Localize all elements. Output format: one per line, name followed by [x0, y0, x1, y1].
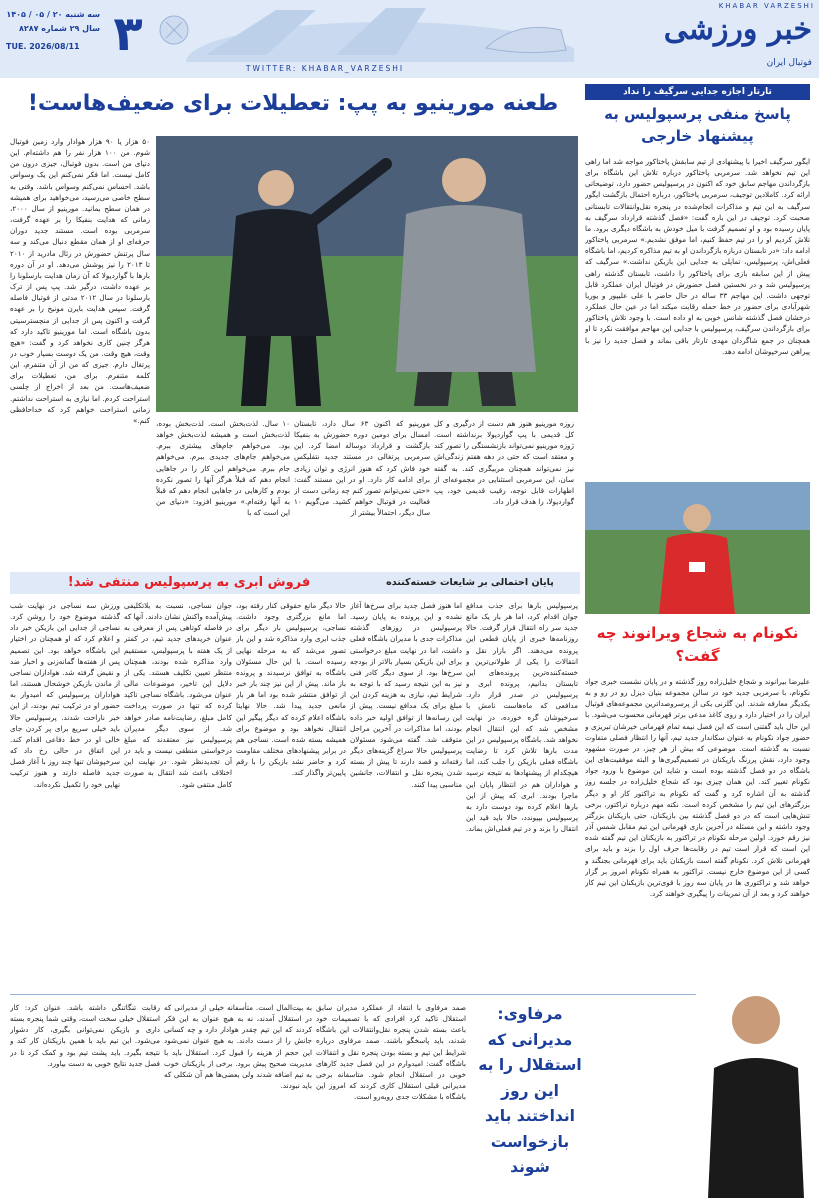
- right2-body: علیرضا بیرانوند و شجاع خلیل‌زاده روز گذشته و در پایان نشست خبری جواد نکونام، با سرمربی جدید خود در سالن مجموعه بنیان دیزل رو در رو و به یکدیگر معارفه شدند. این گلزنی یکی از پرسروصداترین مجموعه‌های فوتبال ایران را در اختیار دارد و روی کاغذ مدعی برتر قهرمانی محسوب می‌شود. با این حال باید گفتنی است که این فصل نیمه تمام قهرمانی خیرشان تبریزی و حضور جواد نکونام به عنوان سکاندار جدید تیم، آنها را انتظار فصلی متفاوت نسبت به گذشته است. موضوعی که بیش از هر چیز، در صورت مشهود وجود دارد، نقش پررنگ بازیکنان در تصمیم‌گیری‌ها و البته موفقیت‌های این باشگاه در دو فصل گذشته بوده است و شاید این موضوع با ورود جواد نکونام تغییر کند. این همان چیزی بود که شجاع خلیل‌زاده در جلسه روز گذشته به آن اشاره کرد و گفت که نکونام به تراکتور کار او و دیگر بزرگترهای این تیم را مشخص کرده است. نکته مهم درباره تراکتور، برخی تنش‌هایی است که در دو فصل گذشته بین بازیکنان، حتی بازیکنان بزرگتر وجود داشته و این مسئله در آخرین بازی قهرمانی این تیم مقابل شمس آذر نیز رقم خورد. اولین مرحله نکونام در تراکتور به بازیکنان این تیم گفته شده این است که قرار است تیم در رقابت‌ها حرف اول را بزند و باید برای قهرمانی تلاش کرد. نکونام گفته است بازیکنان باید برای قهرمانی بجنگند و کسی از این موضوع خارج نیست. تراکتور به همراه نکونام امروز بر گزار خواهد شد و تراکتوری ها در پایان سه روز با قوی‌ترین بازیکنان این تیم کار خواهند کرد و بعد از آن تمرینات را پیگیری خواهند کرد.: [585, 677, 810, 898]
- twitter-handle: TWITTER: KHABAR_VARZESHI: [245, 64, 405, 73]
- date-line-2: سال ۲۹ شماره ۸۲۸۷: [18, 24, 100, 33]
- brand-latin: KHABAR VARZESHI: [718, 2, 815, 10]
- main-col-3: مورینیو که اکنون ۶۳ سال دارد، تابستان امسال برای دومین دوره حضورش به بنفیکا بازگشت و قرارداد دوساله امضا کرد. این سرمربی پرتغالی در مستند جدید نتفلیکس خود فاش کرد که هنوز انرژی و توان زیادی برای ادامه کار دارد. او در این مستند گفت: «حتی نمی‌توانم تصور کنم چه زمانی دست از فعالیت در فوتبال خواهم کشید. می‌گویم ۱۰ سال دیگر، احتمالاً بیشتر از: [294, 419, 430, 518]
- bottom-divider: [10, 994, 696, 995]
- section-subtitle: فوتبال ایران: [766, 58, 812, 68]
- bottom-col-3: رقابت تنگاتنگی داشته باشد. عنوان کرد: کار استقلال خیلی سخت است، وقتی شما پنجره بسته داری و بازیکن نمی‌توانی بگیری، کار دشوار می‌شود. این تیم باید با همین بازیکنان کار کند و نتیجه بگیرد. باید پشت تیم بود و کمک کرد تا در فصل جدید نتایج خوبی به دست بیاورد.: [10, 1003, 160, 1068]
- band-right-text: پایان احتمالی بر شایعات خسته‌کننده: [386, 577, 554, 588]
- band-headline: فروش ابری به پرسپولیس منتفی شد!: [67, 575, 311, 590]
- masthead: [0, 0, 819, 78]
- stadium-graphic: [156, 0, 574, 62]
- mid-col-1: پرسپولیس بارها برای جذب مدافع جوان اقدام کرد، اما هر بار یک مانع جدید سر راه انتقال قرار گرفت. حالا روزنامه‌ها خبری از پایان قطعی این پرونده می‌دهند. اگر بازار نقل و انتقالات را یکی از طولانی‌ترین و خسته‌کننده‌ترین پرونده‌های این تابستان بدانیم، پرونده ابری و پرسپولیس در صدر قرار دارد. مدافعی که ماه‌هاست نامش با سرخپوشان گره خورده، در نهایت مشخص شد که این انتقال انجام نخواهد شد. باشگاه پرسپولیس در این مدت بارها تلاش کرد تا رضایت باشگاه فعلی بازیکن را جلب کند، اما هیچکدام از پیشنهادها به نتیجه نرسید و هواداران هم در انتظار پایان این ماجرا بودند. ابری که پیش از این بارها اعلام کرده بود دوست دارد به پرسپولیس بپیوندد، حالا باید قید این انتقال را بزند و در تیم فعلی‌اش بماند.: [466, 601, 578, 834]
- right2-headline: نکونام به شجاع ویرانوند چه گفت؟: [596, 624, 799, 665]
- mid-col-4: جوان نساجی، نسبت به بلاتکلیفی پیش‌آمده واکنش نشان دادند. آنها که در فاصله کوتاهی پس از معرفی به عنوان خریدهای جدید تیم، در کمتر از یک هفته با پرسپولیس، مستقیم وارد مذاکره شده بودند، همچنان منتظر تعیین تکلیف هستند. یکی از دلایل این تاخیر، موضوعات مالی عنوان می‌شود. باشگاه نساجی تاکید کرده که تنها در صورت پرداخت کامل مبلغ، رضایت‌نامه صادر خواهد شد. از سوی دیگر مدیران پرسپولیس نیز معتقدند که مبلغ درخواستی منطقی نیست و باید در آن تجدیدنظر شود. در نهایت این اختلاف باعث شد انتقال به صورت کامل منتفی شود.: [124, 601, 232, 789]
- mid-col-3: حالا دیگر مانع حقوقی کنار رفته بود، اما مانع بزرگتری وجود داشت. نساجی، پرسپولیس بار دیگر برای جذب ابری وارد مذاکره شد و این بار تصور می‌شد که به مرحله نهایی رسیده است. با این حال مسئولان باشگاه به توافق نرسیدند و پرونده باز ماند. پیش از این نیز چند بار خبر از توافق منتشر شده بود اما هر بار مانعی جدید پیدا شد. حالا نهایتا باشگاه اعلام کرده که دیگر پیگیر این انتقال نخواهد بود و موضوع برای همیشه بسته شده است. نساجی هم در برابر پیشنهادهای مختلف مقاومت کرد و حاضر نشد بازیکن را با رقم پایین‌تر واگذار کند.: [236, 601, 346, 778]
- brand-logo: خبر ورزشی: [663, 12, 812, 47]
- mid-col-2: اما هنوز فصل جدید برای سرخ‌ها آغاز نشده و این پرونده به پایان رسید. پرسپولیس در روزهای گذشته مذاکرات جدی با مدیران باشگاه فعلی داشت، اما در نهایت مبلغ درخواستی برای این بازیکن بسیار بالاتر از بودجه سرخ‌ها بود. از سوی دیگر کادر فنی نیز به این نتیجه رسید که با توجه به شرایط تیم، نیازی به هزینه کردن این مبلغ برای یک مدافع نیست. پیش از این رسانه‌ها از توافق اولیه خبر داده بودند، اما مذاکرات در آخرین مراحل متوقف شد. گفته می‌شود مسئولان پرسپولیس حالا سراغ گزینه‌های دیگر رفته‌اند و قصد دارند تا پیش از بسته شدن پنجره نقل و انتقالات، جانشین مناسبی پیدا کنند.: [350, 601, 462, 789]
- right1-body: ایگور سرگیف اخیرا با پیشنهادی از تیم سابقش پاختاکور مواجه شد اما راهی این تیم نخواهد شد. سرمربی پاختاکور درباره تلاش این باشگاه برای بازگرداندن مهاجم سابق خود که اکنون در پرسپولیس حضور دارد، توضیحاتی ارائه کرد. کاملادین توجیف، سرمربی پاختاکور، درباره احتمال بازگشت ایگور سرگیف به این تیم و مذاکرات انجام‌شده در پنجره نقل‌وانتقالات تابستانی صحبت کرد. توجیف در این باره گفت: «فصل گذشته قرارداد سرگیف به پایان رسیده بود و او تصمیم گرفت با میل خودش به باشگاه دیگری برود. ما تلاش کردیم او را در تیم حفظ کنیم، اما موفق نشدیم.» سرمربی پاختاکور ادامه داد: «در تابستان درباره بازگرداندن او به تیم مذاکره کردیم، اما باشگاه فعلی‌اش، پرسپولیس، تمایلی به جدایی این بازیکن نداشت.» سرگیف که پیش از این سابقه بازی برای پاختاکور را داشت، تابستان گذشته راهی پرسپولیس شد و در نخستین فصل حضورش در فوتبال ایران عملکرد قابل توجهی داشت. این مهاجم ۳۳ ساله در حال حاضر با علی علیپور و یوریا شهرآبادی برای حضور در خط حمله رقابت میکند اما در عین حال عملکرد درخشان فصل گذشته شانس خوبی به او داده است. با وجود تلاش پاختاکور برای بازگرداندن سرگیف، پرسپولیس با جدایی این مهاجم موافقت نکرد تا او همچنان در جمع شاگردان مهدی تارتار باقی بماند و فصل جدید را نیز با پیراهن سرخپوشان ادامه دهد.: [585, 157, 810, 356]
- main-col-1: ۵۰ هزار یا ۹۰ هزار هوادار وارد زمین فوتبال شوم. من ۱۰۰ هزار نفر را هم داشته‌ام. این دنیای من است. بدون فوتبال، جیزی درون من کامل نیست. اما فکر نمی‌کنم این یک وسواس باشد. احساس نمی‌کنم وسواس باشد. وقتی به سطح خاصی می‌رسید، می‌خواهید برای همیشه در همان سطح بمانید. مورینیو از سال ۲۰۰۰، زمانی که هدایت بنفیکا را بر عهده گرفت، سرمربی بوده است. مستند جدید دوران حرفه‌ای او از همان مقطع دنبال می‌کند و سه سال پرتنش حضورش در رئال مادرید از ۲۰۱۰ تا ۲۰۱۳ را نیز پوشش می‌دهد. او در آن دوره بارها با گواردیولا که آن زمان هدایت بارسلونا را بر عهده داشت، درگیر شد. پپ پس از ترک بارسلونا در سال ۲۰۱۲ مدتی از فوتبال فاصله گرفت. سپس هدایت بایرن مونیخ را بر عهده گرفت و اکنون پس از جدایی از منچسترسیتی بدون باشگاه است. اما مورینیو تاکید دارد که هرگز چنین کاری نخواهد کرد و گفت: «هیچ وقت، هیچ وقت. من یک دوست بسیار خوب در پرتغال دارم. جیزی که من از آن متنفرم، این کلمه متنفرم. برای من، تعطیلات برای ضعیف‌هاست. من بعد از اخراج از چلسی استراحت کردم. اما نیازی به استراحت نداشتم. زمانی استراحت خواهم کرد که خداحافظی کنم.»: [10, 137, 150, 425]
- right2-photo: [700, 972, 812, 1198]
- main-photo: [156, 136, 578, 412]
- main-col-2: زوزه مورینیو هنوز هم دست از درگیری و کل کل قدیمی با پپ گواردیولا برنداشته است. ژوزه مورینیو نمی‌تواند بازنشستگی را تصور کند و معتقد است که حتی در دهه هفتم زندگی‌اش نیز نمی‌تواند همچنان مربیگری کند. به گفته سان، این سرمربی استثنایی در مجموعه‌ای از اظهارات قابل توجه، رقیب قدیمی خود، پپ گواردیولا، را هدف قرار داد.: [434, 419, 574, 507]
- right1-kicker: تارتار اجازه جدایی سرگیف را نداد: [623, 87, 772, 97]
- main-headline: طعنه مورینیو به پپ: تعطیلات برای ضعیف‌هاست!: [27, 91, 559, 116]
- date-line-1: سه شنبه ۲۰ / ۰۵ / ۱۴۰۵: [6, 10, 100, 19]
- right1-photo: [585, 482, 810, 614]
- mid-col-5: ورزش سه نساجی در نهایت شب گذشته موضوع خود را روشن کرد. نساجی از جدایی این بازیکن خبر داد و اعلام کرد که او همچنان در اختیار این باشگاه خواهد بود. این تصمیم پس از هفته‌ها گمانه‌زنی و اخبار ضد و نقیض گرفته شد. هواداران نساجی از ماندن بازیکن خوشحال هستند، اما هواداران پرسپولیس که امیدوار به حضور او در ترکیب تیم بودند، از این خبر ناراحت شدند. پرسپولیس حالا باید خیلی سریع برای پر کردن جای خالی او در خط دفاعی اقدام کند. این اتفاق در حالی رخ داد که سرخپوشان تنها چند روز با آغاز فصل جدید فاصله دارند و هنوز ترکیب نهایی خود را تکمیل نکرده‌اند.: [10, 601, 120, 789]
- bottom-col-1: صمد مرفاوی با انتقاد از عملکرد مدیران سابق استقلال تاکید کرد افرادی که با تصمیمات خود باعث بسته شدن پنجره نقل‌وانتقالات این باشگاه شدند، باید پاسخگو باشند. صمد مرفاوی درباره شرایط این تیم و بسته بودن پنجره نقل و انتقالات باشگاه گفت: امیدوارم در این فصل جدید کارهای خوبی در استقلال انجام شود. متاسفانه برخی مدیرانی قبلی استقلال کاری کردند که امروز این باشگاه با مشکلات جدی روبه‌رو است.: [316, 1003, 466, 1102]
- bottom-col-2: به بیت‌المال است. متأسفانه خیلی از مدیرانی که در استقلال آمدند، نه به هیچ عنوان به این فکر کردند که این تیم چقدر هوادار دارد و چه کسانی جانش را از دست دادند. به هیچ عنوان نمی‌شود این حجم از هزینه را قبول کرد. استقلال باید با مدیریت صحیح پیش برود. برخی از بازیکنان خوب به تیم اضافه شدند ولی بعضی‌ها هم آن شکلی که باید نبودند.: [164, 1003, 312, 1091]
- date-latin: TUE. 2026/08/11: [6, 42, 80, 51]
- main-col-4: ۱۰ سال. لذت‌بخش است. لذت‌بخش بوده، لذت‌بخش است و همیشه لذت‌بخش خواهد بود. می‌خواهم جام‌های بیشتری ببرم. می‌خواهم جام‌های جدیدی ببرم. می‌خواهم جام ببرم. می‌خواهم این کار را در جاهایی انجام دهم که قبلاً هرگز آنها را تصور نکرده بودم و کارهایی در جاهایی انجام دهم که قبلاً به آنها رفته‌ام.» مورینیو افزود: «دنیای من این است که با: [156, 419, 290, 518]
- page-number: ۳: [113, 6, 143, 62]
- right1-headline: پاسخ منفی پرسپولیس به پیشنهاد خارجی: [604, 105, 791, 145]
- bottom-quote: مرفاوی: مدیرانی که استقلال را به این روز انداختند باید بازخواست شوند: [478, 1005, 582, 1177]
